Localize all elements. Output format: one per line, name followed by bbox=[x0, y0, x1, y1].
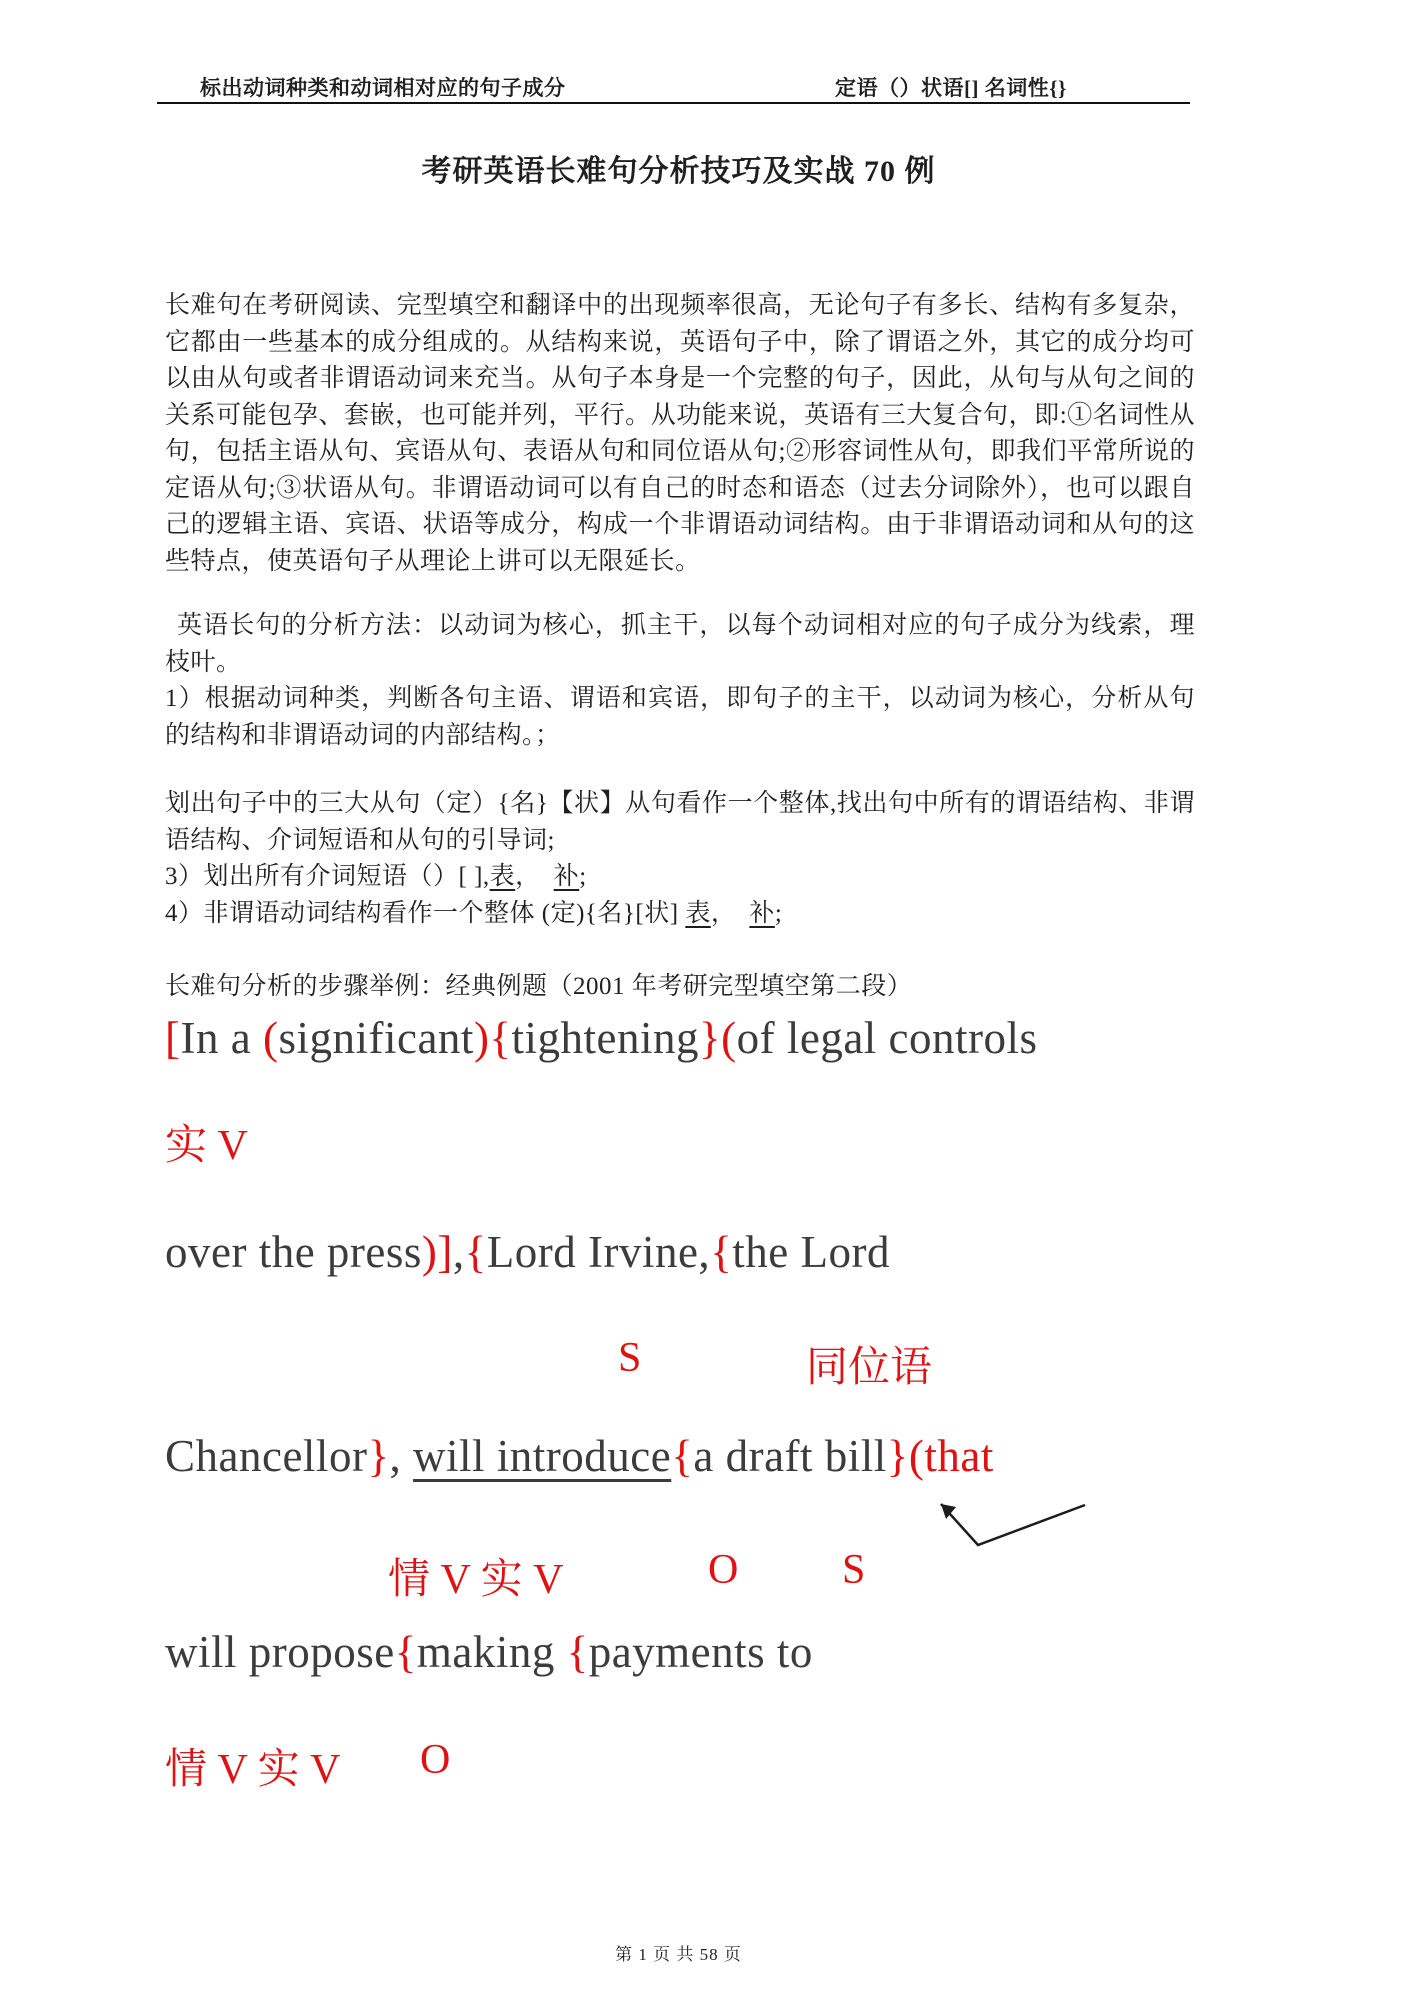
text-segment: { bbox=[671, 1431, 694, 1481]
text-segment: of legal controls bbox=[736, 1013, 1038, 1063]
text-segment: 补 bbox=[553, 863, 580, 890]
text-segment: } bbox=[367, 1431, 390, 1481]
intro-paragraph: 长难句在考研阅读、完型填空和翻译中的出现频率很高，无论句子有多长、结构有多复杂，它都由一些基本的成分组成的。从结构来说，英语句子中，除了谓语之外，其它的成分均可以由从句或者非谓语动词来充当。从句子本身是一个完整的句子，因此，从句与从句之间的关系可能包孕、套嵌，也可能并列，平行。从功能来说，英语有三大复合句，即:①名词性从句，包括主语从句、宾语从句、表语从句和同位语从句;②形容词性从句，即我们平常所说的定语从句;③状语从句。非谓语动词可以有自己的时态和语态（过去分词除外），也可以跟自己的逻辑主语、宾语、状语等成分，构成一个非谓语动词结构。由于非谓语动词和从句的这些特点，使英语句子从理论上讲可以无限延长。 bbox=[165, 292, 1195, 575]
text-segment: 表 bbox=[489, 863, 516, 890]
annotation-appositive: 同位语 bbox=[806, 1345, 933, 1391]
header-left-text: 标出动词种类和动词相对应的句子成分 bbox=[200, 76, 566, 100]
text-segment: ; bbox=[774, 899, 783, 927]
text-segment: Lord Irvine, bbox=[486, 1227, 711, 1277]
method-section bbox=[165, 608, 1195, 754]
text-segment: [ bbox=[165, 1013, 181, 1063]
header-divider bbox=[157, 102, 1190, 104]
page-number-footer: 第 1 页 共 58 页 bbox=[615, 1945, 742, 1964]
text-segment: , bbox=[452, 1227, 465, 1277]
text-segment: a draft bill bbox=[693, 1431, 887, 1481]
text-segment: } bbox=[886, 1431, 909, 1481]
example-sentence-line-1 bbox=[165, 1012, 1038, 1064]
annotation-o-2: O bbox=[420, 1737, 451, 1783]
text-segment: will introduce bbox=[413, 1431, 672, 1481]
text-segment: )] bbox=[421, 1227, 453, 1277]
text-segment: 补 bbox=[749, 899, 775, 927]
rule-item-3 bbox=[165, 859, 1195, 896]
text-segment: will propose bbox=[165, 1627, 395, 1677]
page-title: 考研英语长难句分析技巧及实战 70 例 bbox=[421, 155, 936, 188]
text-segment: payments to bbox=[588, 1627, 813, 1677]
annotation-qing-v-shi-v: 情 V 实 V bbox=[388, 1557, 564, 1603]
rule-item-4 bbox=[165, 896, 1195, 933]
text-segment: over the press bbox=[165, 1227, 422, 1277]
example-sentence-line-4 bbox=[165, 1626, 813, 1678]
text-segment: { bbox=[710, 1227, 733, 1277]
pointer-arrow-icon bbox=[915, 1488, 1105, 1558]
example-sentence-line-3 bbox=[165, 1430, 994, 1482]
text-segment: significant bbox=[278, 1013, 474, 1063]
annotation-qing-v-shi-v-2: 情 V 实 V bbox=[165, 1747, 341, 1793]
text-segment: tightening bbox=[511, 1013, 700, 1063]
annotation-shi-v: 实 V bbox=[165, 1123, 248, 1169]
text-segment: ){ bbox=[473, 1013, 512, 1063]
text-segment: 表 bbox=[685, 899, 711, 927]
text-segment: Chancellor bbox=[165, 1431, 368, 1481]
text-segment: ， bbox=[515, 863, 554, 890]
annotation-o: O bbox=[708, 1547, 739, 1593]
text-segment: , bbox=[389, 1431, 414, 1481]
text-segment: In a bbox=[180, 1013, 263, 1063]
text-segment: { bbox=[464, 1227, 487, 1277]
rules-section bbox=[165, 786, 1195, 932]
header-right-legend: 定语（）状语[] 名词性{} bbox=[835, 76, 1067, 100]
method-lead: 英语长句的分析方法：以动词为核心，抓主干，以每个动词相对应的句子成分为线索，理枝叶。 bbox=[165, 612, 1195, 676]
annotation-s-2: S bbox=[842, 1547, 866, 1593]
text-segment: making bbox=[416, 1627, 567, 1677]
text-segment: (that bbox=[908, 1431, 994, 1481]
text-segment: the Lord bbox=[732, 1227, 890, 1277]
text-segment: { bbox=[566, 1627, 589, 1677]
text-segment: { bbox=[394, 1627, 417, 1677]
example-intro: 长难句分析的步骤举例：经典例题（2001 年考研完型填空第二段） bbox=[165, 973, 913, 1000]
text-segment: ; bbox=[579, 863, 587, 890]
text-segment: 3）划出所有介词短语（）[ ], bbox=[165, 863, 490, 890]
clause-rule: 划出句子中的三大从句（定）{名}【状】从句看作一个整体,找出句中所有的谓语结构、非谓语结构、介词短语和从句的引导词; bbox=[165, 790, 1195, 854]
text-segment: 4）非谓语动词结构看作一个整体 (定){名}[状] bbox=[165, 899, 686, 927]
text-segment: ( bbox=[262, 1013, 279, 1063]
example-sentence-line-2 bbox=[165, 1226, 890, 1278]
text-segment: }( bbox=[699, 1013, 737, 1063]
text-segment: ， bbox=[710, 899, 750, 927]
annotation-s: S bbox=[618, 1335, 642, 1381]
method-item-1: 1）根据动词种类，判断各句主语、谓语和宾语，即句子的主干，以动词为核心，分析从句的结构和非谓语动词的内部结构。； bbox=[165, 685, 1195, 749]
